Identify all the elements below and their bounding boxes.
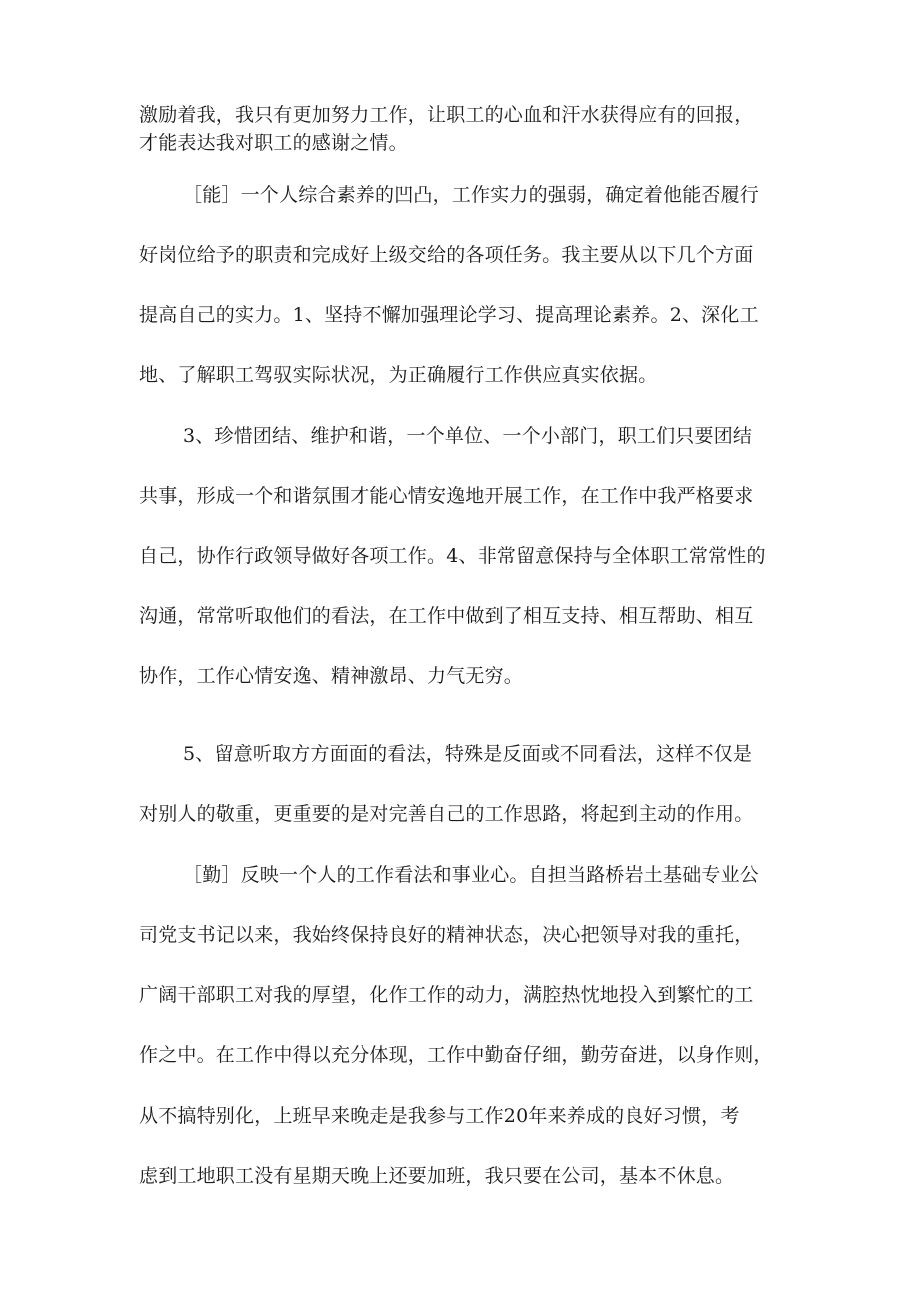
paragraph-line: 共事，形成一个和谐氛围才能心情安逸地开展工作，在工作中我严格要求 bbox=[139, 485, 754, 507]
paragraph-line: 才能表达我对职工的感谢之情。 bbox=[139, 132, 408, 154]
paragraph-line: 提高自己的实力。1、坚持不懈加强理论学习、提高理论素养。2、深化工 bbox=[139, 304, 759, 326]
paragraph-line: 对别人的敬重，更重要的是对完善自己的工作思路，将起到主动的作用。 bbox=[139, 803, 754, 825]
paragraph-line: 广阔干部职工对我的厚望，化作工作的动力，满腔热忱地投入到繁忙的工 bbox=[139, 984, 754, 1006]
paragraph-line: 从不搞特别化，上班早来晚走是我参与工作20年来养成的良好习惯，考 bbox=[139, 1105, 740, 1127]
paragraph-line: 地、了解职工驾驭实际状况，为正确履行工作供应真实依据。 bbox=[139, 364, 658, 386]
paragraph-line: 沟通，常常听取他们的看法，在工作中做到了相互支持、相互帮助、相互 bbox=[139, 605, 754, 627]
paragraph-line: 司党支书记以来，我始终保持良好的精神状态，决心把领导对我的重托， bbox=[139, 924, 754, 946]
paragraph-line: 自己，协作行政领导做好各项工作。4、非常留意保持与全体职工常常性的 bbox=[139, 545, 766, 567]
paragraph-line: 好岗位给予的职责和完成好上级交给的各项任务。我主要从以下几个方面 bbox=[139, 244, 754, 266]
paragraph-line: 3、珍惜团结、维护和谐，一个单位、一个小部门，职工们只要团结 bbox=[183, 425, 753, 447]
paragraph-line: 协作，工作心情安逸、精神激昂、力气无穷。 bbox=[139, 665, 524, 687]
paragraph-line: 激励着我，我只有更加努力工作，让职工的心血和汗水获得应有的回报， bbox=[139, 104, 754, 126]
paragraph-line: 5、留意听取方方面面的看法，特殊是反面或不同看法，这样不仅是 bbox=[183, 743, 753, 765]
paragraph-line: 虑到工地职工没有星期天晚上还要加班，我只要在公司，基本不休息。 bbox=[139, 1165, 735, 1187]
paragraph-line: ［勤］反映一个人的工作看法和事业心。自担当路桥岩土基础专业公 bbox=[183, 864, 760, 886]
paragraph-line: ［能］一个人综合素养的凹凸，工作实力的强弱，确定着他能否履行 bbox=[183, 184, 760, 206]
paragraph-line: 作之中。在工作中得以充分体现，工作中勤奋仔细，勤劳奋进，以身作则， bbox=[139, 1044, 773, 1066]
